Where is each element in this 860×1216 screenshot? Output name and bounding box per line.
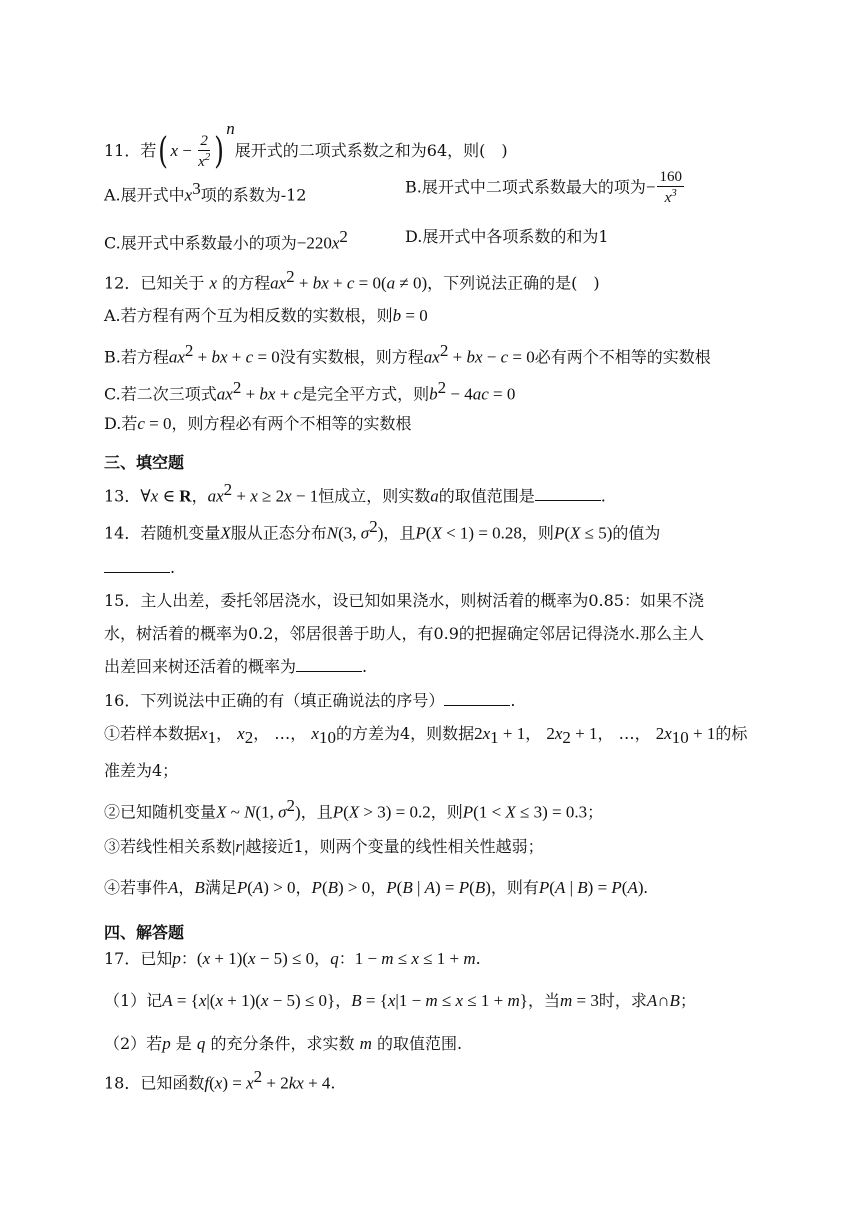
- q14-blank-line: .: [104, 557, 175, 579]
- q12-option-b-mid: 没有实数根，则方程: [279, 347, 424, 367]
- q16-item3-tail: 越接近1，则两个变量的线性相关性越弱；: [245, 837, 544, 856]
- answer-blank[interactable]: [535, 500, 601, 501]
- q17-stem: 17．已知p：(x + 1)(x − 5) ≤ 0，q：1 − m ≤ x ≤ 1 + m.: [104, 949, 481, 968]
- q12-option-d: D.若c = 0，则方程必有两个不相等的实数根: [104, 414, 412, 433]
- q17-text: 17．已知: [104, 949, 173, 968]
- q16-stem-text: 16．下列说法中正确的有（填正确说法的序号）: [104, 691, 445, 710]
- q14: 14．若随机变量X服从正态分布N(3, $\sigma^2$)，且P(X < 1) = 0.28，则P(X ≤ 5)的值为: [104, 517, 661, 543]
- math: q: [196, 1034, 206, 1053]
- math: X: [220, 523, 231, 543]
- math: p: [162, 1034, 171, 1053]
- q12-tail: ，下列说法正确的是( ): [427, 273, 600, 293]
- q17-part2: [104, 1033, 462, 1055]
- q12-number: 12．已知关于: [104, 273, 210, 293]
- q11-stem: [104, 118, 508, 170]
- q11-option-c-text: C.展开式中系数最小的项为: [104, 233, 297, 253]
- math: p: [172, 949, 181, 968]
- math: −220: [296, 233, 332, 253]
- math: x: [331, 233, 340, 253]
- q12-option-b: B.若方程$ax^2$ + bx + c = 0没有实数根，则方程$ax^2$ + bx − c = 0必有两个不相等的实数根: [104, 341, 711, 367]
- q16-item2-mid2: ，则: [430, 802, 463, 822]
- math: ax: [168, 347, 185, 367]
- q13: 13．∀x ∈ R，$ax^2 + x \ge 2x - 1$恒成立，则实数a的取值范围是 .: [104, 480, 606, 506]
- q15-line3-text: 出差回来树还活着的概率为: [104, 657, 297, 676]
- answer-blank[interactable]: [104, 572, 170, 573]
- q15-line1: 15．主人出差，委托邻居浇水，设已知如果浇水，则树活着的概率为0.85：如果不浇: [104, 591, 704, 610]
- q12-mid: 的方程: [217, 273, 271, 293]
- math: c: [137, 414, 145, 433]
- q12-option-c: C.若二次三项式$ax^2$ + bx + c是完全平方式，则$b^2 - 4ac = 0$: [104, 378, 516, 404]
- q15-line3: 出差回来树还活着的概率为 .: [104, 657, 368, 676]
- q16-item4-mid: 满足: [204, 878, 237, 897]
- q14-text: ，且: [383, 523, 416, 543]
- math: n: [226, 119, 235, 138]
- answer-blank[interactable]: [296, 671, 362, 672]
- q16-item2-text: ②已知随机变量: [104, 802, 217, 822]
- q17-part1: （1）记A = {x|(x + 1)(x − 5) ≤ 0}，B = {x|1 − m ≤ x ≤ 1 + m}，当m = 3时，求A∩B；: [104, 991, 696, 1010]
- math: q: [330, 949, 339, 968]
- math-frac: $\frac{160}{x^3}$: [659, 169, 682, 206]
- q12-option-c-mid: 是完全平方式，则: [301, 384, 430, 404]
- q17-part2-text: （2）若: [104, 1034, 163, 1053]
- q17-part2-mid2: 的充分条件，求实数: [210, 1034, 355, 1053]
- q17-part2-mid: 是: [175, 1034, 192, 1053]
- q16-item3: ③若线性相关系数|r|越接近1，则两个变量的线性相关性越弱；: [104, 837, 544, 856]
- q14-text: 14．若随机变量: [104, 523, 221, 543]
- q13-number: 13．: [104, 486, 141, 506]
- q12-option-b-text: B.若方程: [104, 347, 169, 367]
- q11-option-a-tail: 项的系数为-12: [200, 185, 307, 205]
- answer-blank[interactable]: [444, 705, 510, 706]
- math-equation: ax: [270, 273, 287, 293]
- q12-option-a: A.若方程有两个互为相反数的实数根，则b = 0: [104, 306, 428, 325]
- q11-option-b-text: B.展开式中二项式系数最大的项为: [405, 177, 646, 197]
- math: ax: [423, 347, 440, 367]
- q11-pre: 若: [140, 141, 157, 160]
- q17-part2-tail: 的取值范围.: [376, 1034, 463, 1053]
- math: m: [359, 1034, 372, 1053]
- q17-part1-tail: 时，求: [598, 991, 647, 1010]
- paren: ): [214, 130, 225, 172]
- q16-item1-cont: 准差为4；: [104, 761, 179, 780]
- q18-stem: 18．已知函数$f(x) = x^2 + 2kx + 4$.: [104, 1067, 336, 1093]
- q11-option-b: [405, 170, 686, 206]
- q16-item2-mid: ，且: [300, 802, 333, 822]
- q18-text: 18．已知函数: [104, 1073, 205, 1093]
- q11-option-d: [405, 226, 609, 248]
- q11-option-d-text: D.展开式中各项系数的和为1: [405, 227, 609, 246]
- q14-text: 的值为: [612, 523, 661, 543]
- math: −: [645, 177, 656, 197]
- section-heading-answers: 四、解答题: [104, 923, 185, 942]
- q12-option-d-tail: ，则方程必有两个不相等的实数根: [171, 414, 412, 433]
- math: ax: [216, 384, 233, 404]
- q16-item4-text: ④若事件: [104, 878, 169, 897]
- math: x: [170, 141, 178, 160]
- math: ∀: [140, 486, 151, 506]
- q11-option-c: C.展开式中系数最小的项为$-220x^2$: [104, 227, 348, 253]
- q16-item1-tail: 的标: [715, 724, 748, 743]
- section-heading-fill-in: 三、填空题: [104, 453, 185, 472]
- math-frac: $\frac{2}{x^2}$: [198, 132, 211, 170]
- math: b: [429, 384, 438, 404]
- q12-option-d-text: D.若: [104, 414, 138, 433]
- q11-number: 11．: [104, 141, 141, 160]
- math: −: [177, 141, 197, 160]
- q11-option-a: A.展开式中$x^3$项的系数为-12: [104, 179, 307, 205]
- q16-item3-text: ③若线性相关系数: [104, 837, 233, 856]
- q17-part1-mid: ，当: [527, 991, 560, 1010]
- q14-text: 服从正态分布: [230, 523, 327, 543]
- q11-option-a-text: A.展开式中: [104, 185, 185, 205]
- q16-item1-text: ①若样本数据: [104, 724, 201, 743]
- q16-item1: ①若样本数据$x_1$， $x_2$， …， $x_{10}$的方差为4，则数据$2x_1 + 1$， $2x_2 + 1$， …， $2x_{10} + 1$的标: [104, 724, 748, 748]
- math: a: [430, 486, 439, 506]
- q16-item1-mid: 的方差为4，则数据: [335, 724, 475, 743]
- q14-text: ，则: [521, 523, 554, 543]
- q16-stem: 16．下列说法中正确的有（填正确说法的序号） .: [104, 691, 516, 710]
- q17-part1-text: （1）记: [104, 991, 163, 1010]
- q13-mid: 恒成立，则实数: [318, 486, 431, 506]
- math: b: [392, 306, 402, 325]
- q16-item4: ④若事件A，B满足P(A) > 0，P(B) > 0，P(B | A) = P(B)，则有P(A | B) = P(A).: [104, 878, 648, 897]
- q12-option-b-tail: 必有两个不相等的实数根: [534, 347, 711, 367]
- q12-stem: 12．已知关于 x 的方程$ax^2$ + bx + c = 0(a ≠ 0)，下列说法正确的是( ): [104, 267, 600, 293]
- q12-option-a-text: A.若方程有两个互为相反数的实数根，则: [104, 306, 393, 325]
- q15-line2: 水，树活着的概率为0.2，邻居很善于助人，有0.9的把握确定邻居记得浇水.那么主人: [104, 624, 704, 643]
- math: x: [209, 273, 217, 293]
- paren: (: [158, 130, 169, 172]
- q16-item2: ②已知随机变量X ~ N(1, $\sigma^2$)，且P(X > 3) = 0.2，则P(1 < X ≤ 3) = 0.3；: [104, 796, 604, 822]
- math: N: [326, 523, 339, 543]
- math: x: [184, 185, 193, 205]
- q13-tail: 的取值范围是: [438, 486, 535, 506]
- q12-option-c-text: C.若二次三项式: [104, 384, 217, 404]
- q11-post: 展开式的二项式系数之和为64，则( ): [234, 141, 508, 160]
